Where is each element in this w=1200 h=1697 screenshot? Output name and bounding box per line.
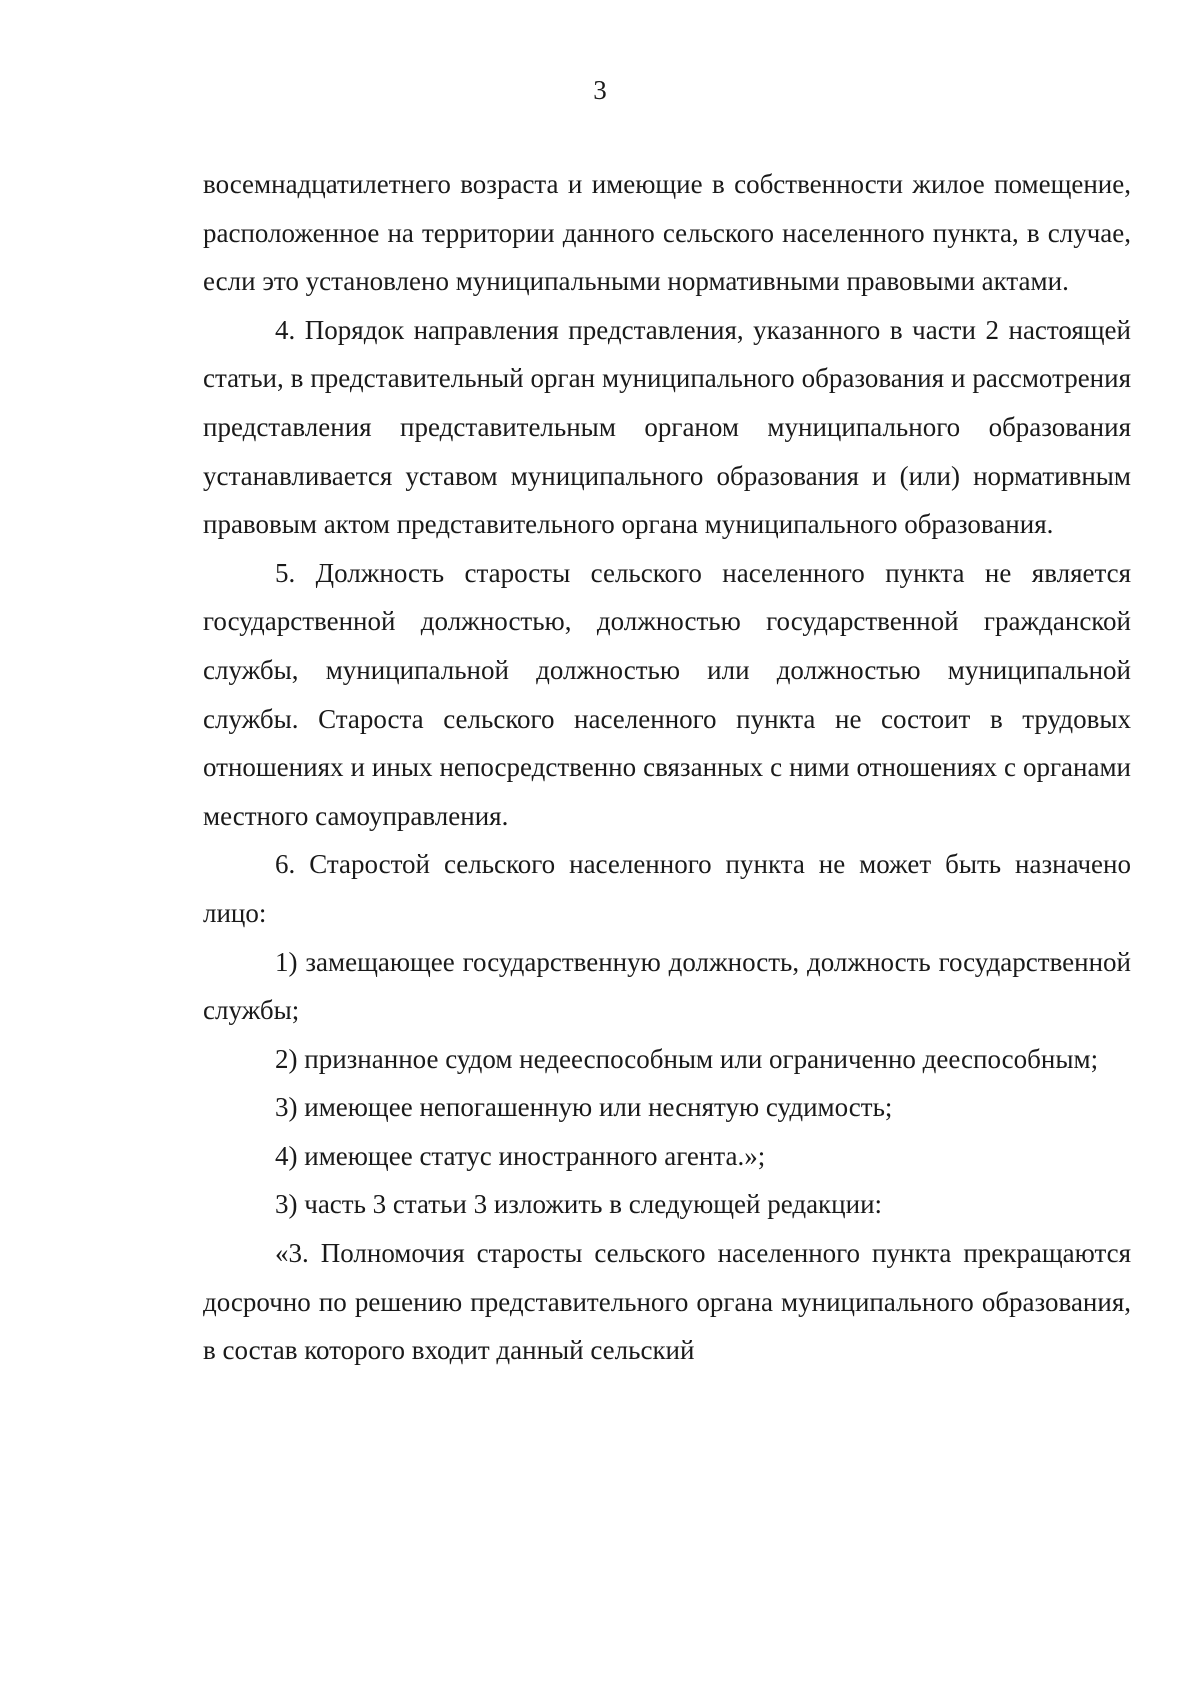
subitem-4: 4) имеющее статус иностранного агента.»; <box>275 1140 766 1171</box>
document-body <box>203 160 1131 1375</box>
subitem-1: 1) замещающее государственную должность, должность государственной службы; <box>203 946 1131 1026</box>
page-number: 3 <box>593 75 607 105</box>
amendment-text: «3. Полномочия старосты сельского населенного пункта прекращаются досрочно по решению представительного органа муниципального образования, в состав которого входит данный сельский <box>203 1238 1131 1366</box>
subitem-2: 2) признанное судом недееспособным или ограниченно дееспособным; <box>275 1043 1099 1074</box>
paragraph-item-4: 4. Порядок направления представления, указанного в части 2 настоящей статьи, в представительный орган муниципального образования и рассмотрения представления представительным органом муниципального образования устанавливается уставом муниципального образования и (или) нормативным правовым актом представительного органа муниципального образования. <box>203 314 1131 540</box>
amendment-item-3: 3) часть 3 статьи 3 изложить в следующей редакции: <box>275 1189 883 1220</box>
subitem-3: 3) имеющее непогашенную или неснятую судимость; <box>275 1092 893 1123</box>
paragraph-item-5: 5. Должность старосты сельского населенного пункта не является государственной должностью, должностью государственной гражданской службы, муниципальной должностью или должностью муниципальной службы. Староста сельского населенного пункта не состоит в трудовых отношениях и иных непосредственно связанных с ними отношениях с органами местного самоуправления. <box>203 557 1131 831</box>
paragraph-continuation: восемнадцатилетнего возраста и имеющие в собственности жилое помещение, расположенное на территории данного сельского населенного пункта, в случае, если это установлено муниципальными нормативными правовыми актами. <box>203 169 1131 297</box>
paragraph-item-6: 6. Старостой сельского населенного пункта не может быть назначено лицо: <box>203 849 1131 928</box>
